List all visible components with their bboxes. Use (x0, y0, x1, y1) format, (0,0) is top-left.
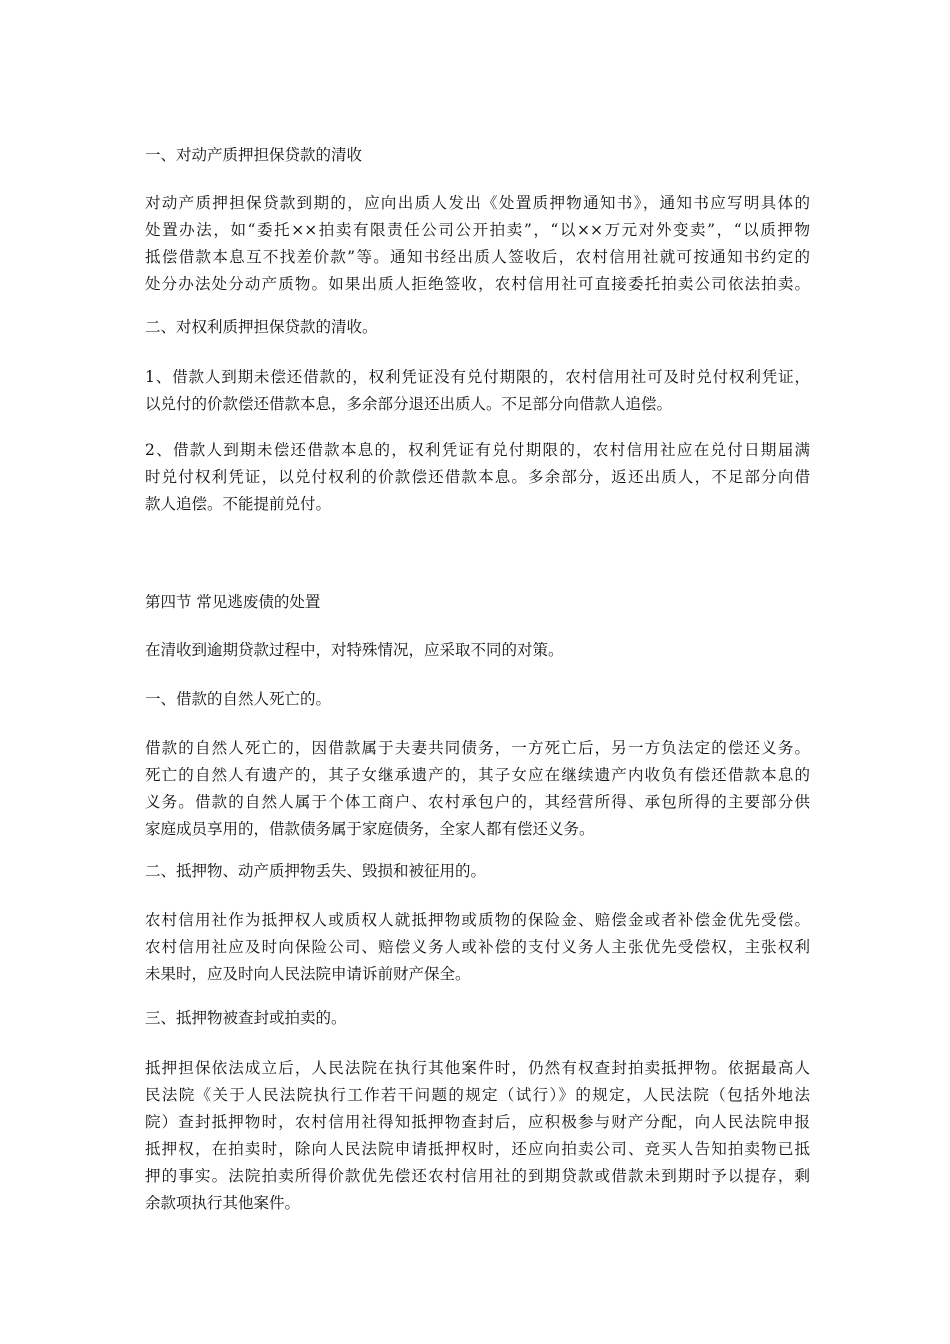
text-line: 以兑付的价款偿还借款本息，多余部分退还出质人。不足部分向借款人追偿。 (145, 395, 673, 413)
paragraph-rights-pledge-2 (145, 437, 810, 518)
paragraph-collateral-seized (145, 1055, 810, 1217)
text-line: 抵偿借款本息互不找差价款”等。通知书经出质人签收后，农村信用社就可按通知书约定的 (145, 248, 810, 266)
text-line: 余款项执行其他案件。 (145, 1194, 301, 1212)
text-line: 抵押权，在拍卖时，除向人民法院申请抵押权时，还应向拍卖公司、竞买人告知拍卖物已抵 (145, 1140, 810, 1158)
text-line: 押的事实。法院拍卖所得价款优先偿还农村信用社的到期贷款或借款未到期时予以提存，剩 (145, 1167, 810, 1185)
text-line: 院）查封抵押物时，农村信用社得知抵押物查封后，应积极参与财产分配，向人民法院申报 (145, 1113, 810, 1131)
text-line: 一、借款的自然人死亡的。 (145, 690, 332, 708)
text-line: 二、抵押物、动产质押物丢失、毁损和被征用的。 (145, 862, 487, 880)
section-heading-rights-pledge (145, 314, 810, 341)
text-line: 借款的自然人死亡的，因借款属于夫妻共同债务，一方死亡后，另一方负法定的偿还义务。 (145, 739, 810, 757)
section-heading-movable-pledge (145, 142, 810, 169)
text-line: 在清收到逾期贷款过程中，对特殊情况，应采取不同的对策。 (145, 641, 564, 659)
text-line: 第四节 常见逃废债的处置 (145, 593, 321, 611)
paragraph-intro (145, 637, 810, 664)
paragraph-movable-pledge (145, 190, 810, 298)
text-line: 三、抵押物被查封或拍卖的。 (145, 1009, 347, 1027)
text-line: 农村信用社作为抵押权人或质权人就抵押物或质物的保险金、赔偿金或者补偿金优先受偿。 (145, 911, 810, 929)
section-heading-borrower-death (145, 686, 810, 713)
text-line: 时兑付权利凭证，以兑付权利的价款偿还借款本息。多余部分，返还出质人，不足部分向借 (145, 468, 810, 486)
text-line: 未果时，应及时向人民法院申请诉前财产保全。 (145, 965, 471, 983)
text-line: 一、对动产质押担保贷款的清收 (145, 146, 363, 164)
text-line: 农村信用社应及时向保险公司、赔偿义务人或补偿的支付义务人主张优先受偿权，主张权利 (145, 938, 810, 956)
section-heading-collateral-seized (145, 1005, 810, 1032)
section-heading-collateral-loss (145, 858, 810, 885)
text-line: 抵押担保依法成立后，人民法院在执行其他案件时，仍然有权查封拍卖抵押物。依据最高人 (145, 1059, 810, 1077)
text-line: 义务。借款的自然人属于个体工商户、农村承包户的，其经营所得、承包所得的主要部分供 (145, 793, 810, 811)
text-line: 处分办法处分动产质物。如果出质人拒绝签收，农村信用社可直接委托拍卖公司依法拍卖。 (145, 275, 810, 293)
text-line: 对动产质押担保贷款到期的，应向出质人发出《处置质押物通知书》，通知书应写明具体的 (145, 194, 810, 212)
text-line: 二、对权利质押担保贷款的清收。 (145, 318, 378, 336)
text-line: 处置办法，如“委托××拍卖有限责任公司公开拍卖”，“以××万元对外变卖”，“以质押物 (145, 221, 810, 239)
paragraph-collateral-loss (145, 907, 810, 988)
section-heading-debt-evasion (145, 589, 810, 616)
text-line: 死亡的自然人有遗产的，其子女继承遗产的，其子女应在继续遗产内收负有偿还借款本息的 (145, 766, 810, 784)
text-line: 民法院《关于人民法院执行工作若干问题的规定（试行）》的规定，人民法院（包括外地法 (145, 1086, 810, 1104)
paragraph-borrower-death (145, 735, 810, 843)
text-line: 款人追偿。不能提前兑付。 (145, 495, 332, 513)
text-line: 家庭成员享用的，借款债务属于家庭债务，全家人都有偿还义务。 (145, 820, 595, 838)
text-line: 1、借款人到期未偿还借款的，权利凭证没有兑付期限的，农村信用社可及时兑付权利凭证， (145, 368, 810, 386)
paragraph-rights-pledge-1 (145, 364, 810, 418)
text-line: 2、借款人到期未偿还借款本息的，权利凭证有兑付期限的，农村信用社应在兑付日期届满 (145, 441, 810, 459)
